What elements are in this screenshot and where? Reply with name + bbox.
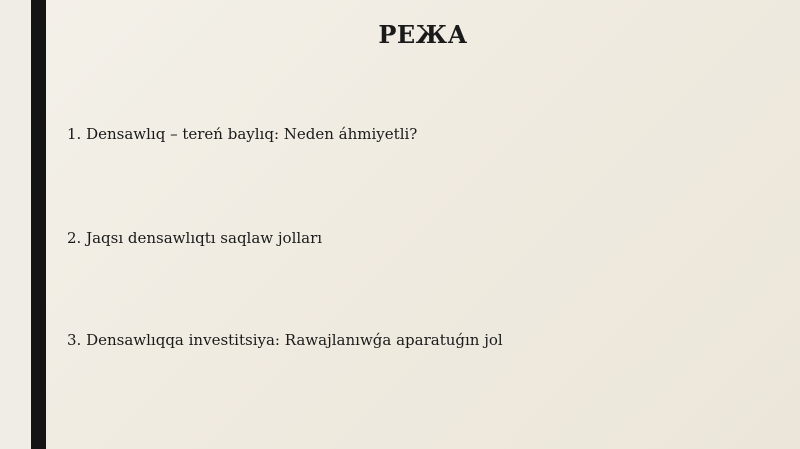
slide-left-margin [0,0,31,449]
plan-item-1: 1. Densawlıq – tereń baylıq: Neden áhmiyetli? [67,125,418,143]
plan-item-3: 3. Densawlıqqa investitsiya: Rawajlanıwǵa aparatuǵın jol [67,331,503,349]
plan-item-2: 2. Jaqsı densawlıqtı saqlaw jolları [67,229,323,247]
slide-title: РЕЖА [378,20,468,49]
accent-vertical-bar [31,0,46,449]
